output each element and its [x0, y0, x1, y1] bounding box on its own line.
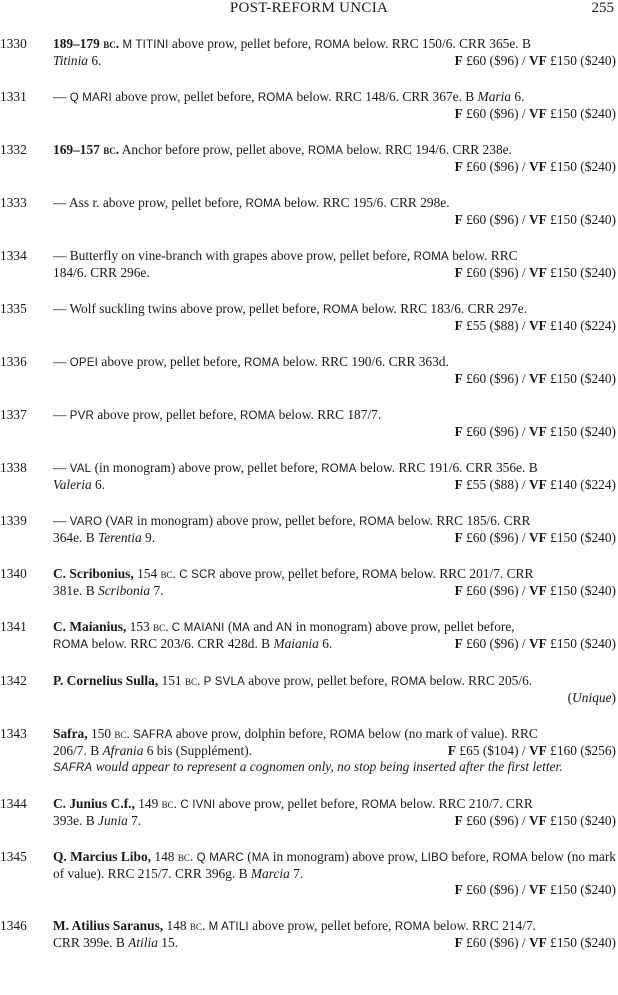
catalogue-entry — [0, 248, 618, 281]
catalogue-entry — [0, 407, 618, 440]
entry-number: 1339 — [0, 513, 27, 528]
entry-price-line — [53, 477, 616, 493]
catalogue-entry — [0, 796, 618, 829]
entry-description — [53, 248, 616, 281]
entry-price: F £60 ($96) / VF £150 ($240) — [454, 882, 616, 897]
catalogue-entry — [0, 918, 618, 951]
entry-price-line — [53, 424, 616, 440]
entry-price-line — [53, 636, 616, 653]
catalogue-entry — [0, 142, 618, 175]
entry-price: F £60 ($96) / VF £150 ($240) — [454, 53, 616, 68]
entry-price-line — [53, 935, 616, 951]
entry-price-line — [53, 813, 616, 829]
entry-text: — Butterfly on vine-branch with grapes above prow, pellet before, ROMA below. RRC — [53, 248, 518, 263]
entry-number: 1342 — [0, 673, 27, 688]
entry-description — [53, 726, 616, 776]
entry-text: P. Cornelius Sulla, 151 bc. P SVLA above prow, pellet before, ROMA below. RRC 205/6. — [53, 673, 533, 688]
entry-description — [53, 301, 616, 334]
entry-description — [53, 195, 616, 228]
entry-price-line — [53, 212, 616, 228]
entry-price: F £60 ($96) / VF £150 ($240) — [454, 813, 616, 828]
catalogue-entries — [0, 36, 618, 971]
entry-description — [53, 619, 616, 653]
entry-price: F £60 ($96) / VF £150 ($240) — [454, 212, 616, 227]
entry-text: Q. Marcius Libo, 148 bc. Q MARC (MA in monogram) above prow, LIBO before, ROMA below (no mark of value). RRC 215/7. CRR 396g. B Marcia 7. — [53, 849, 616, 881]
page-header — [0, 0, 618, 20]
catalogue-entry — [0, 89, 618, 122]
entry-price: (Unique) — [567, 690, 616, 705]
entry-text: — PVR above prow, pellet before, ROMA below. RRC 187/7. — [53, 407, 382, 422]
entry-number: 1341 — [0, 619, 27, 634]
entry-number: 1335 — [0, 301, 27, 316]
entry-price-line — [53, 371, 616, 387]
entry-price: F £60 ($96) / VF £150 ($240) — [454, 636, 616, 651]
entry-number: 1337 — [0, 407, 27, 422]
entry-price: F £60 ($96) / VF £150 ($240) — [454, 159, 616, 174]
entry-description — [53, 513, 616, 546]
entry-text: — OPEI above prow, pellet before, ROMA below. RRC 190/6. CRR 363d. — [53, 354, 449, 369]
entry-price: F £60 ($96) / VF £150 ($240) — [454, 530, 616, 545]
entry-price: F £55 ($88) / VF £140 ($224) — [454, 318, 616, 333]
entry-description — [53, 142, 616, 175]
entry-price: F £60 ($96) / VF £150 ($240) — [454, 424, 616, 439]
running-title: POST-REFORM UNCIA — [229, 0, 389, 16]
entry-description — [53, 354, 616, 387]
entry-number: 1346 — [0, 918, 27, 933]
entry-number: 1336 — [0, 354, 27, 369]
catalogue-entry — [0, 673, 618, 706]
page-number: 255 — [591, 0, 614, 16]
entry-price-line — [53, 318, 616, 334]
entry-reference: 364e. B Terentia 9. — [53, 530, 156, 545]
entry-number: 1331 — [0, 89, 27, 104]
entry-reference: 206/7. B Afrania 6 bis (Supplément). — [53, 743, 253, 758]
catalogue-entry — [0, 36, 618, 69]
catalogue-entry — [0, 354, 618, 387]
entry-price: F £60 ($96) / VF £150 ($240) — [454, 371, 616, 386]
catalogue-entry — [0, 726, 618, 776]
entry-reference: Valeria 6. — [53, 477, 106, 492]
entry-price: F £60 ($96) / VF £150 ($240) — [454, 583, 616, 598]
entry-number: 1340 — [0, 566, 27, 581]
entry-price-line — [53, 53, 616, 69]
entry-reference: Titinia 6. — [53, 53, 102, 68]
entry-text: — VAL (in monogram) above prow, pellet before, ROMA below. RRC 191/6. CRR 356e. B — [53, 460, 538, 475]
catalogue-entry — [0, 513, 618, 546]
entry-text: C. Maianius, 153 bc. C MAIANI (MA and AN in monogram) above prow, pellet before, — [53, 619, 515, 634]
entry-description — [53, 460, 616, 493]
entry-reference: CRR 399e. B Atilia 15. — [53, 935, 179, 950]
entry-text: — Q MARI above prow, pellet before, ROMA below. RRC 148/6. CRR 367e. B Maria 6. — [53, 89, 525, 104]
catalogue-entry — [0, 619, 618, 653]
entry-price-line — [53, 530, 616, 546]
entry-price-line — [53, 159, 616, 175]
entry-price-line — [53, 882, 616, 898]
entry-number: 1334 — [0, 248, 27, 263]
entry-price-line — [53, 743, 616, 759]
entry-reference: 381e. B Scribonia 7. — [53, 583, 164, 598]
entry-description — [53, 566, 616, 599]
entry-reference: ROMA below. RRC 203/6. CRR 428d. B Maiania 6. — [53, 636, 333, 651]
entry-text: 189–179 bc. M TITINI above prow, pellet before, ROMA below. RRC 150/6. CRR 365e. B — [53, 36, 531, 51]
entry-text: C. Scribonius, 154 bc. C SCR above prow, pellet before, ROMA below. RRC 201/7. CRR — [53, 566, 534, 581]
catalogue-entry — [0, 566, 618, 599]
entry-description — [53, 673, 616, 706]
entry-price-line — [53, 106, 616, 122]
entry-text: — Ass r. above prow, pellet before, ROMA below. RRC 195/6. CRR 298e. — [53, 195, 450, 210]
entry-text: — Wolf suckling twins above prow, pellet before, ROMA below. RRC 183/6. CRR 297e. — [53, 301, 528, 316]
catalogue-entry — [0, 460, 618, 493]
entry-text: — VARO (VAR in monogram) above prow, pellet before, ROMA below. RRC 185/6. CRR — [53, 513, 531, 528]
entry-price: F £55 ($88) / VF £140 ($224) — [454, 477, 616, 492]
entry-description — [53, 89, 616, 122]
entry-description — [53, 918, 616, 951]
catalogue-entry — [0, 849, 618, 898]
entry-number: 1333 — [0, 195, 27, 210]
entry-description — [53, 849, 616, 898]
entry-price: F £60 ($96) / VF £150 ($240) — [454, 265, 616, 280]
entry-text: C. Junius C.f., 149 bc. C IVNI above prow, pellet before, ROMA below. RRC 210/7. CRR — [53, 796, 533, 811]
entry-number: 1345 — [0, 849, 27, 864]
entry-reference: 184/6. CRR 296e. — [53, 265, 150, 280]
entry-description — [53, 796, 616, 829]
entry-text: Safra, 150 bc. SAFRA above prow, dolphin before, ROMA below (no mark of value). RRC — [53, 726, 538, 741]
entry-price-line — [53, 265, 616, 281]
entry-number: 1338 — [0, 460, 27, 475]
entry-price: F £65 ($104) / VF £160 ($256) — [447, 743, 616, 758]
catalogue-entry — [0, 301, 618, 334]
entry-reference: 393e. B Junia 7. — [53, 813, 142, 828]
catalogue-entry — [0, 195, 618, 228]
entry-number: 1330 — [0, 36, 27, 51]
entry-price-line — [53, 583, 616, 599]
entry-description — [53, 36, 616, 69]
entry-price-line — [53, 690, 616, 706]
entry-price: F £60 ($96) / VF £150 ($240) — [454, 935, 616, 950]
entry-number: 1343 — [0, 726, 27, 741]
entry-number: 1332 — [0, 142, 27, 157]
entry-text: M. Atilius Saranus, 148 bc. M ATILI above prow, pellet before, ROMA below. RRC 214/7. — [53, 918, 537, 933]
entry-number: 1344 — [0, 796, 27, 811]
entry-price: F £60 ($96) / VF £150 ($240) — [454, 106, 616, 121]
entry-text: 169–157 bc. Anchor before prow, pellet above, ROMA below. RRC 194/6. CRR 238e. — [53, 142, 512, 157]
entry-note: SAFRA would appear to represent a cognomen only, no stop being inserted after the first letter. — [53, 759, 563, 774]
entry-description — [53, 407, 616, 440]
